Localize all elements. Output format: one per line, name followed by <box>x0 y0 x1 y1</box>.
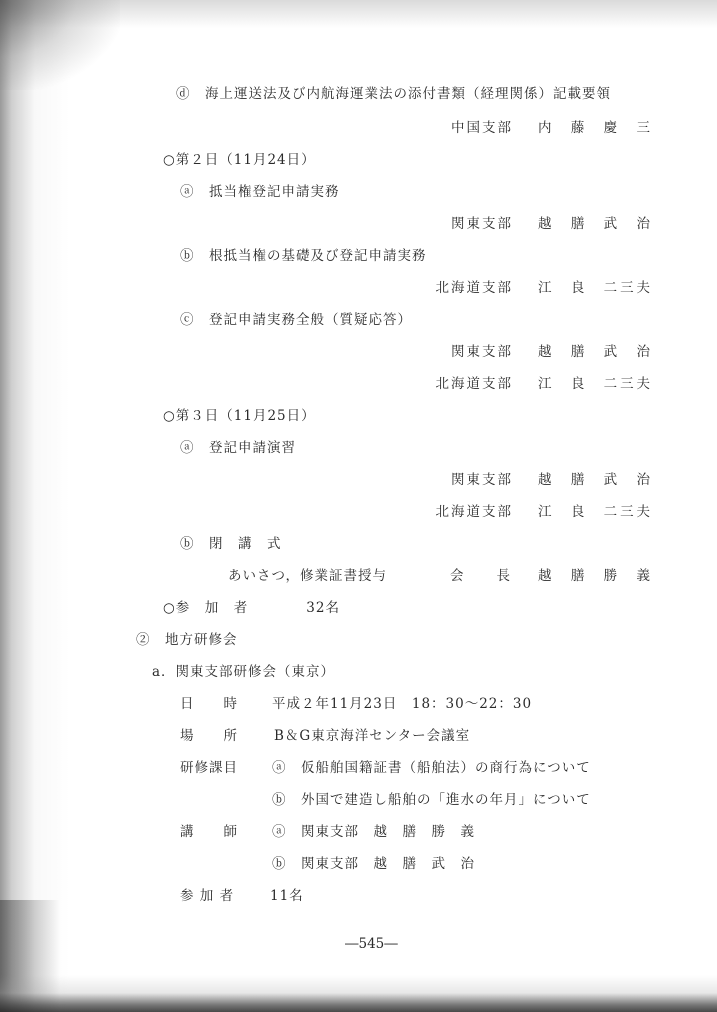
scan-shadow-bottom <box>0 975 717 1012</box>
item-a-title: ⓐ 抵当権登記申請実務 <box>180 184 340 200</box>
subjects-label: 研修課目 <box>180 760 238 776</box>
affiliation: 中国支部 <box>451 120 513 136</box>
day-2-heading: ○第２日（11月24日） <box>163 152 316 168</box>
lecturer-name: 江 良 二三夫 <box>538 504 650 520</box>
subject-b: ⓑ 外国で建造し船舶の「進水の年月」について <box>272 792 591 808</box>
lecturer-label: 講 師 <box>180 824 238 840</box>
affiliation: 北海道支部 <box>435 504 513 520</box>
affiliation: 関東支部 <box>451 472 513 488</box>
item-b-title: ⓑ 閉 講 式 <box>180 536 282 552</box>
page-number: ―545― <box>345 936 398 952</box>
subsection-heading: a．関東支部研修会（東京） <box>152 664 336 680</box>
date-value: 平成２年11月23日 18：30～22：30 <box>272 696 533 712</box>
lecturer-name: 江 良 二三夫 <box>538 280 650 296</box>
lecturer-name: 越 膳 武 治 <box>538 344 650 360</box>
participants-count: ○参 加 者 32名 <box>163 600 340 616</box>
attendees-value: 11名 <box>270 888 304 904</box>
item-b-title: ⓑ 根抵当権の基礎及び登記申請実務 <box>180 248 427 264</box>
closing-remarks: あいさつ，修業証書授与 <box>228 568 387 584</box>
item-a-title: ⓐ 登記申請演習 <box>180 440 296 456</box>
venue-value: B＆G東京海洋センター会議室 <box>274 728 471 744</box>
lecturer-b: ⓑ 関東支部 越 膳 武 治 <box>272 856 475 872</box>
affiliation: 北海道支部 <box>435 376 513 392</box>
scan-shadow-left <box>0 0 70 1012</box>
item-c-title: ⓒ 登記申請実務全般（質疑応答） <box>180 312 412 328</box>
lecturer-name: 越 膳 武 治 <box>538 216 650 232</box>
affiliation: 北海道支部 <box>435 280 513 296</box>
president-name: 越 膳 勝 義 <box>538 568 650 584</box>
subject-a: ⓐ 仮船舶国籍証書（船舶法）の商行為について <box>272 760 591 776</box>
president-title: 会 長 <box>450 568 512 584</box>
section-heading: ② 地方研修会 <box>136 632 238 648</box>
affiliation: 関東支部 <box>451 216 513 232</box>
affiliation: 関東支部 <box>451 344 513 360</box>
lecturer-a: ⓐ 関東支部 越 膳 勝 義 <box>272 824 475 840</box>
attendees-label: 参 加 者 <box>180 888 235 904</box>
lecturer-name: 越 膳 武 治 <box>538 472 650 488</box>
date-label: 日 時 <box>180 696 238 712</box>
scan-shadow-corner <box>0 0 120 90</box>
item-d-title: ⓓ 海上運送法及び内航海運業法の添付書類（経理関係）記載要領 <box>176 86 611 102</box>
lecturer-name: 江 良 二三夫 <box>538 376 650 392</box>
lecturer-name: 内 藤 慶 三 <box>538 120 650 136</box>
day-3-heading: ○第３日（11月25日） <box>163 408 316 424</box>
venue-label: 場 所 <box>180 728 238 744</box>
